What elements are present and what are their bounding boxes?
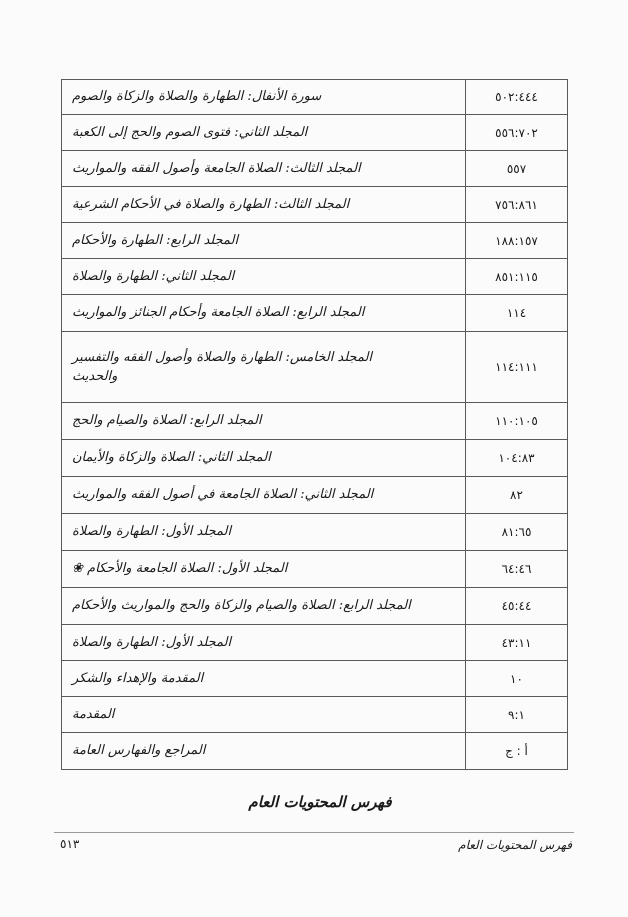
row-pages: ٨١:٦٥ bbox=[501, 525, 532, 539]
row-pages: ٦٤:٤٦ bbox=[501, 562, 532, 576]
row-description bbox=[62, 733, 466, 769]
row-pages: ١١٤:١١١ bbox=[495, 360, 538, 374]
description-line: المجلد الثالث: الصلاة الجامعة وأصول الفقه والمواريث bbox=[72, 160, 361, 176]
row-pages: ١٠ bbox=[510, 671, 523, 686]
table-row bbox=[62, 697, 567, 733]
description-line: المجلد الثاني: فتوى الصوم والحج إلى الكعبة bbox=[72, 124, 308, 140]
table-row bbox=[62, 187, 567, 223]
table-row bbox=[62, 661, 567, 697]
footer-title: فهرس المحتويات العام bbox=[248, 793, 392, 811]
description-line: المجلد الأول: الصلاة الجامعة والأحكام ❀ bbox=[72, 561, 288, 577]
running-head: فهرس المحتويات العام bbox=[458, 838, 572, 852]
table-row bbox=[62, 151, 567, 187]
table-row bbox=[62, 115, 567, 151]
row-pages: أ : ج bbox=[505, 744, 528, 758]
row-pages: ٥٠٢:٤٤٤ bbox=[495, 90, 538, 104]
description-line: سورة الأنفال: الطهارة والصلاة والزكاة والصوم bbox=[72, 89, 322, 105]
description-line: المقدمة والإهداء والشكر bbox=[72, 670, 204, 686]
description-line: المجلد الثاني: الصلاة الجامعة في أصول الفقه والمواريث bbox=[72, 487, 374, 503]
row-pages: ٧٥٦:٨٦١ bbox=[495, 197, 538, 212]
row-description bbox=[62, 551, 466, 587]
row-description bbox=[62, 403, 466, 439]
row-description bbox=[62, 115, 466, 150]
table-row bbox=[62, 477, 567, 514]
row-pages: ١٠٤:٨٣ bbox=[498, 451, 535, 465]
row-pages: ١٨٨:١٥٧ bbox=[495, 233, 538, 248]
row-pages: ٩:١ bbox=[508, 707, 525, 722]
page-number: ٥١٣ bbox=[60, 837, 80, 851]
row-description bbox=[62, 223, 466, 258]
row-description bbox=[62, 332, 466, 402]
row-description bbox=[62, 187, 466, 222]
description-line: المجلد الخامس: الطهارة والصلاة وأصول الفقه والتفسير bbox=[72, 349, 373, 365]
row-description bbox=[62, 625, 466, 660]
row-pages: ٨٥١:١١٥ bbox=[495, 269, 538, 284]
description-line: المجلد الرابع: الصلاة والصيام والزكاة والحج والمواريث والأحكام bbox=[72, 598, 411, 614]
table-row bbox=[62, 733, 567, 769]
description-line: المجلد الأول: الطهارة والصلاة bbox=[72, 524, 232, 540]
description-line: المجلد الثاني: الصلاة والزكاة والأيمان bbox=[72, 450, 271, 466]
description-line: المجلد الثاني: الطهارة والصلاة bbox=[72, 268, 235, 284]
row-description bbox=[62, 697, 466, 732]
contents-table bbox=[61, 79, 568, 770]
description-line: والحديث bbox=[72, 369, 118, 384]
row-description bbox=[62, 477, 466, 513]
table-row bbox=[62, 588, 567, 625]
description-line: المجلد الرابع: الصلاة الجامعة وأحكام الجنائز والمواريث bbox=[72, 305, 365, 321]
row-description bbox=[62, 295, 466, 331]
table-row bbox=[62, 259, 567, 295]
row-description bbox=[62, 588, 466, 624]
row-pages: ١١٠:١٠٥ bbox=[495, 414, 538, 428]
row-description bbox=[62, 661, 466, 696]
row-description bbox=[62, 259, 466, 294]
row-pages: ٥٥٦:٧٠٢ bbox=[495, 125, 538, 140]
table-row bbox=[62, 514, 567, 551]
table-row bbox=[62, 332, 567, 403]
row-description bbox=[62, 514, 466, 550]
description-line: المقدمة bbox=[72, 706, 115, 722]
table-row bbox=[62, 80, 567, 115]
description-line: المجلد الثالث: الطهارة والصلاة في الأحكام الشرعية bbox=[72, 196, 350, 212]
row-description bbox=[62, 440, 466, 476]
row-pages: ٨٢ bbox=[510, 488, 523, 502]
table-row bbox=[62, 223, 567, 259]
footer-rule bbox=[54, 832, 574, 833]
row-pages: ١١٤ bbox=[506, 306, 527, 320]
table-row bbox=[62, 551, 567, 588]
table-row bbox=[62, 403, 567, 440]
description-line: المراجع والفهارس العامة bbox=[72, 743, 206, 759]
description-line: المجلد الرابع: الصلاة والصيام والحج bbox=[72, 413, 262, 429]
row-description bbox=[62, 151, 466, 186]
table-row bbox=[62, 295, 567, 332]
row-pages: ٥٥٧ bbox=[506, 161, 527, 176]
row-pages: ٤٥:٤٤ bbox=[501, 599, 532, 613]
row-description bbox=[62, 80, 466, 114]
description-line: المجلد الأول: الطهارة والصلاة bbox=[72, 634, 232, 650]
description-line: المجلد الرابع: الطهارة والأحكام bbox=[72, 232, 239, 248]
table-row bbox=[62, 625, 567, 661]
row-pages: ٤٣:١١ bbox=[501, 635, 532, 650]
table-row bbox=[62, 440, 567, 477]
